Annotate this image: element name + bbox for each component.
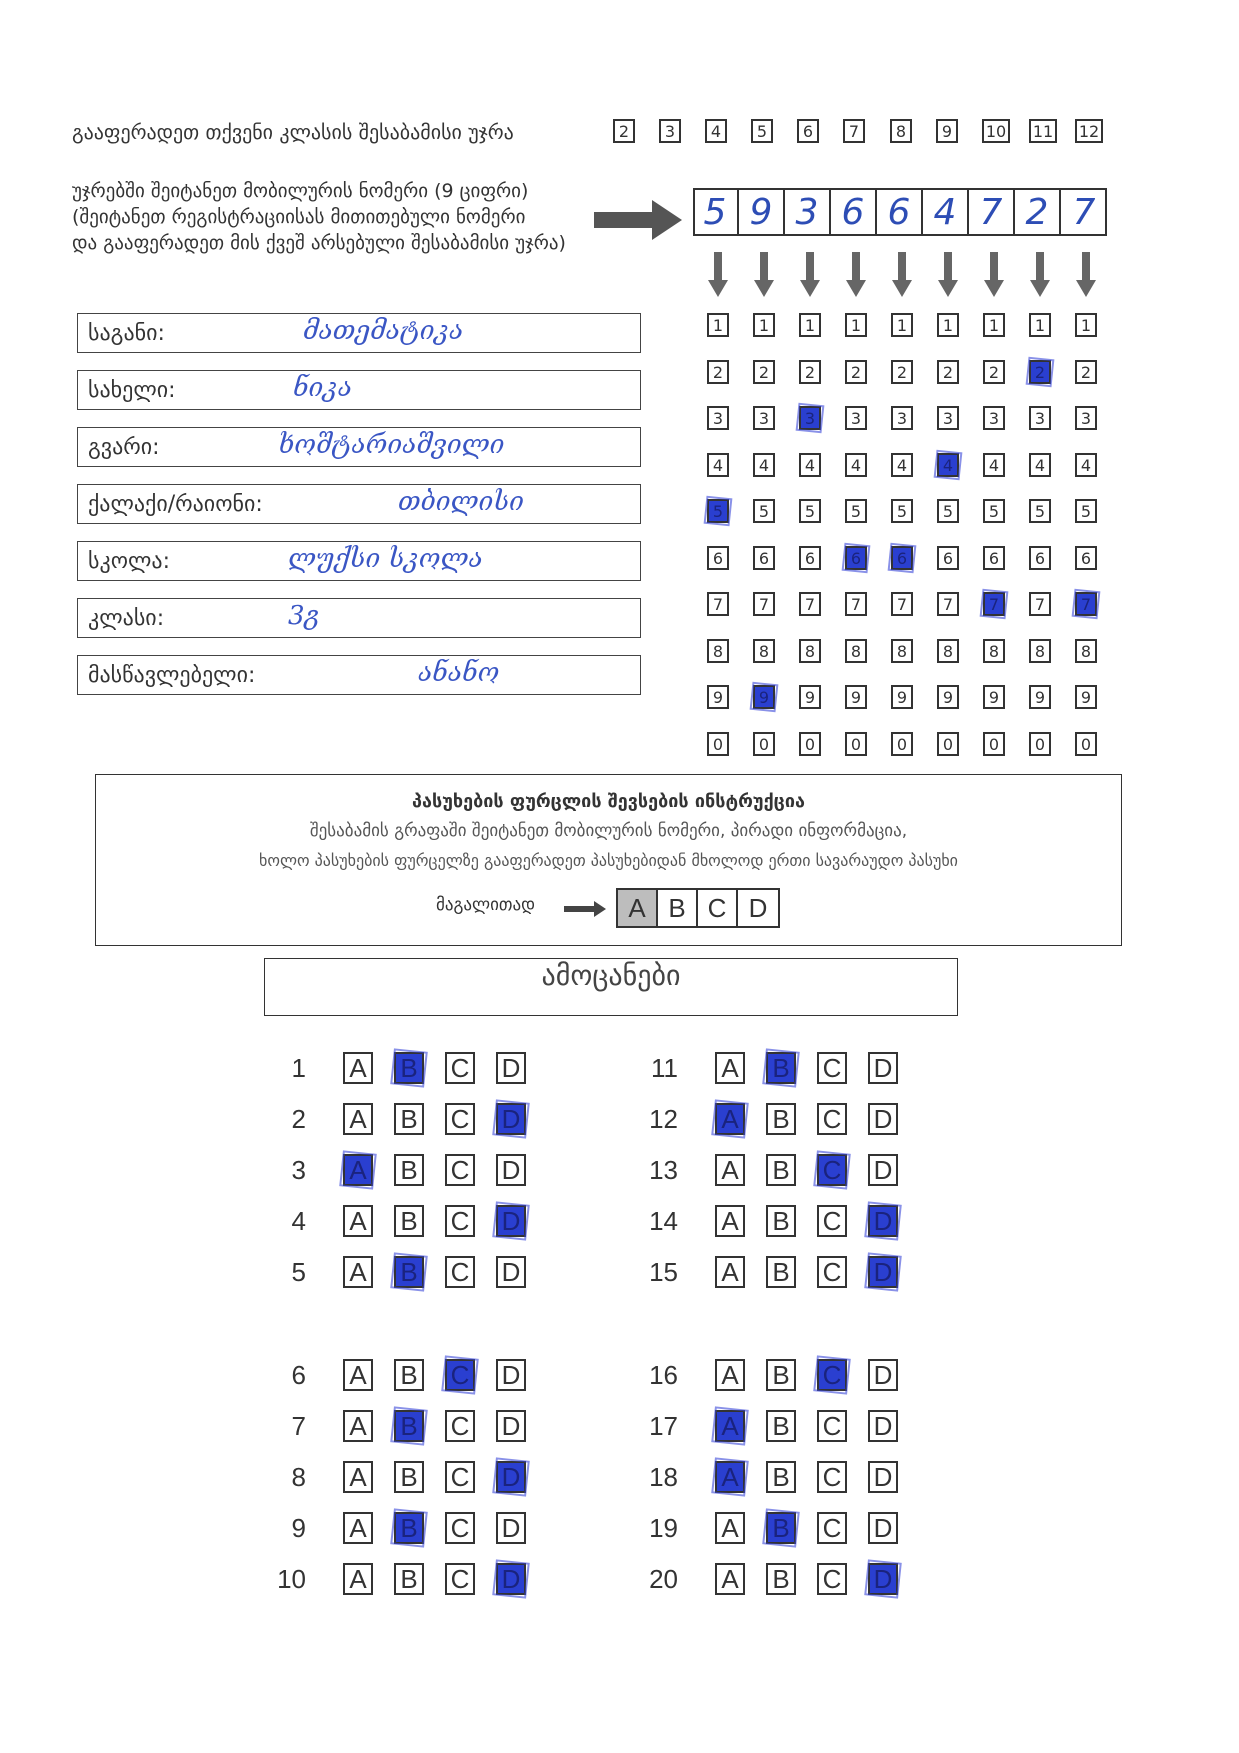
answer-option-D[interactable]: D: [868, 1154, 898, 1186]
info-field-3[interactable]: [77, 484, 641, 524]
question-number: 9: [291, 1513, 306, 1543]
answer-option-A[interactable]: A: [343, 1512, 373, 1544]
digit-bubble[interactable]: 8: [845, 639, 867, 663]
phone-instruction-line-2: (შეიტანეთ რეგისტრაციისას მითითებული ნომერი: [72, 206, 526, 228]
down-arrow-icon: [1030, 252, 1050, 297]
instructions-line-1: შესაბამის გრაფაში შეიტანეთ მობილურის ნომერი, პირადი ინფორმაცია,: [309, 821, 908, 841]
example-option-D: D: [738, 890, 778, 926]
answer-option-D[interactable]: D: [496, 1103, 526, 1135]
digit-bubble[interactable]: 7: [707, 592, 729, 616]
answer-option-B[interactable]: B: [394, 1359, 424, 1391]
digit-bubble[interactable]: 9: [753, 685, 775, 709]
answer-option-A[interactable]: A: [343, 1205, 373, 1237]
digit-bubble[interactable]: 3: [799, 406, 821, 430]
question-number: 5: [291, 1257, 306, 1287]
question-number: 20: [649, 1564, 678, 1594]
question-number: 16: [649, 1360, 678, 1390]
answer-option-B[interactable]: B: [766, 1512, 796, 1544]
question-number: 6: [291, 1360, 306, 1390]
answer-option-B[interactable]: B: [766, 1256, 796, 1288]
phone-instruction-line-1: უჯრებში შეიტანეთ მობილურის ნომერი (9 ციფრი): [72, 180, 529, 202]
example-option-A: A: [618, 890, 658, 926]
answer-option-A[interactable]: A: [715, 1154, 745, 1186]
digit-bubble[interactable]: 8: [799, 639, 821, 663]
instructions-title: პასუხების ფურცლის შევსების ინსტრუქცია: [412, 791, 805, 812]
answer-option-A[interactable]: A: [343, 1052, 373, 1084]
digit-bubble[interactable]: 6: [1029, 546, 1051, 570]
question-number: 14: [649, 1206, 678, 1236]
digit-bubble[interactable]: 3: [707, 406, 729, 430]
digit-bubble[interactable]: 6: [1075, 546, 1097, 570]
answer-option-A[interactable]: A: [715, 1410, 745, 1442]
info-field-label: სკოლა:: [88, 549, 171, 574]
answer-option-C[interactable]: C: [445, 1205, 475, 1237]
answer-option-C[interactable]: C: [445, 1359, 475, 1391]
info-field-label: კლასი:: [88, 606, 165, 631]
answer-option-A[interactable]: A: [715, 1205, 745, 1237]
digit-bubble[interactable]: 2: [707, 360, 729, 384]
grade-option-8[interactable]: 8: [890, 119, 912, 143]
grade-prompt: გააფერადეთ თქვენი კლასის შესაბამისი უჯრა: [72, 120, 514, 144]
digit-bubble[interactable]: 0: [937, 732, 959, 756]
down-arrow-icon: [846, 252, 866, 297]
answer-option-A[interactable]: A: [343, 1410, 373, 1442]
digit-bubble[interactable]: 2: [937, 360, 959, 384]
answer-option-A[interactable]: A: [715, 1256, 745, 1288]
down-arrow-icon: [754, 252, 774, 297]
down-arrow-icon: [938, 252, 958, 297]
answer-option-C[interactable]: C: [817, 1103, 847, 1135]
info-field-6[interactable]: [77, 655, 641, 695]
answer-option-A[interactable]: A: [343, 1563, 373, 1595]
digit-bubble[interactable]: 7: [753, 592, 775, 616]
digit-bubble[interactable]: 2: [845, 360, 867, 384]
digit-bubble[interactable]: 5: [1029, 499, 1051, 523]
answer-option-C[interactable]: C: [445, 1512, 475, 1544]
digit-bubble[interactable]: 0: [1075, 732, 1097, 756]
answer-option-B[interactable]: B: [766, 1563, 796, 1595]
question-number: 4: [291, 1206, 306, 1236]
answer-option-B[interactable]: B: [766, 1410, 796, 1442]
answer-option-A[interactable]: A: [715, 1512, 745, 1544]
digit-bubble[interactable]: 1: [891, 313, 913, 337]
instructions-line-2: ხოლო პასუხების ფურცელზე გააფერადეთ პასუხებიდან მხოლოდ ერთი სავარაუდო პასუხი: [259, 851, 958, 870]
digit-bubble[interactable]: 6: [707, 546, 729, 570]
answer-option-C[interactable]: C: [817, 1563, 847, 1595]
answer-option-B[interactable]: B: [394, 1512, 424, 1544]
digit-bubble[interactable]: 4: [799, 453, 821, 477]
answer-option-A[interactable]: A: [715, 1052, 745, 1084]
digit-bubble[interactable]: 0: [1029, 732, 1051, 756]
digit-bubble[interactable]: 1: [707, 313, 729, 337]
digit-bubble[interactable]: 4: [845, 453, 867, 477]
grade-option-9[interactable]: 9: [936, 119, 958, 143]
answer-option-A[interactable]: A: [715, 1563, 745, 1595]
answer-option-B[interactable]: B: [766, 1052, 796, 1084]
answer-option-D[interactable]: D: [868, 1256, 898, 1288]
right-arrow-icon: [564, 901, 608, 917]
digit-bubble[interactable]: 5: [1075, 499, 1097, 523]
digit-bubble[interactable]: 9: [1075, 685, 1097, 709]
digit-bubble[interactable]: 6: [845, 546, 867, 570]
phone-digit-cell: 5: [693, 189, 739, 235]
phone-instruction-line-3: და გააფერადეთ მის ქვეშ არსებული შესაბამისი უჯრა): [72, 232, 566, 254]
digit-bubble[interactable]: 5: [937, 499, 959, 523]
digit-bubble[interactable]: 1: [1075, 313, 1097, 337]
answer-option-D[interactable]: D: [496, 1512, 526, 1544]
digit-bubble[interactable]: 8: [937, 639, 959, 663]
answer-option-B[interactable]: B: [766, 1359, 796, 1391]
answer-option-B[interactable]: B: [766, 1461, 796, 1493]
answer-option-D[interactable]: D: [496, 1563, 526, 1595]
phone-digit-cell: 2: [1015, 189, 1061, 235]
answer-option-B[interactable]: B: [766, 1154, 796, 1186]
answer-option-C[interactable]: C: [817, 1052, 847, 1084]
answer-option-B[interactable]: B: [394, 1154, 424, 1186]
digit-bubble[interactable]: 6: [799, 546, 821, 570]
info-field-5[interactable]: [77, 598, 641, 638]
answer-option-D[interactable]: D: [496, 1205, 526, 1237]
grade-option-5[interactable]: 5: [751, 119, 773, 143]
answer-option-C[interactable]: C: [445, 1563, 475, 1595]
digit-bubble[interactable]: 6: [983, 546, 1005, 570]
digit-bubble[interactable]: 5: [891, 499, 913, 523]
digit-bubble[interactable]: 1: [983, 313, 1005, 337]
tasks-title-box: [264, 958, 958, 1016]
digit-bubble[interactable]: 1: [799, 313, 821, 337]
info-field-label: მასწავლებელი:: [88, 663, 256, 688]
digit-bubble[interactable]: 8: [1029, 639, 1051, 663]
info-field-value: ნიკა: [293, 373, 353, 403]
info-field-2[interactable]: [77, 427, 641, 467]
digit-bubble[interactable]: 6: [891, 546, 913, 570]
digit-bubble[interactable]: 5: [707, 499, 729, 523]
question-number: 11: [651, 1053, 678, 1083]
digit-bubble[interactable]: 2: [753, 360, 775, 384]
answer-option-B[interactable]: B: [394, 1563, 424, 1595]
digit-bubble[interactable]: 3: [983, 406, 1005, 430]
digit-bubble[interactable]: 4: [937, 453, 959, 477]
answer-option-D[interactable]: D: [868, 1512, 898, 1544]
digit-bubble[interactable]: 9: [707, 685, 729, 709]
question-number: 17: [649, 1411, 678, 1441]
grade-option-2[interactable]: 2: [613, 119, 635, 143]
answer-option-A[interactable]: A: [715, 1103, 745, 1135]
digit-bubble[interactable]: 4: [753, 453, 775, 477]
answer-option-C[interactable]: C: [445, 1461, 475, 1493]
digit-bubble[interactable]: 9: [937, 685, 959, 709]
digit-bubble[interactable]: 8: [707, 639, 729, 663]
digit-bubble[interactable]: 7: [891, 592, 913, 616]
question-number: 7: [291, 1411, 306, 1441]
answer-option-B[interactable]: B: [394, 1103, 424, 1135]
question-number: 13: [649, 1155, 678, 1185]
grade-option-11[interactable]: 11: [1029, 119, 1057, 143]
answer-option-B[interactable]: B: [394, 1052, 424, 1084]
digit-bubble[interactable]: 4: [891, 453, 913, 477]
info-field-label: სახელი:: [88, 378, 176, 403]
digit-bubble[interactable]: 0: [707, 732, 729, 756]
info-field-label: გვარი:: [88, 435, 160, 460]
answer-option-B[interactable]: B: [766, 1103, 796, 1135]
down-arrow-icon: [984, 252, 1004, 297]
answer-option-C[interactable]: C: [817, 1205, 847, 1237]
digit-bubble[interactable]: 1: [845, 313, 867, 337]
digit-bubble[interactable]: 5: [983, 499, 1005, 523]
answer-option-D[interactable]: D: [868, 1205, 898, 1237]
answer-option-A[interactable]: A: [343, 1359, 373, 1391]
answer-option-D[interactable]: D: [496, 1052, 526, 1084]
digit-bubble[interactable]: 7: [1075, 592, 1097, 616]
phone-digit-cell: 4: [923, 189, 969, 235]
digit-bubble[interactable]: 2: [799, 360, 821, 384]
answer-option-B[interactable]: B: [394, 1461, 424, 1493]
answer-option-A[interactable]: A: [343, 1461, 373, 1493]
info-field-value: 3გ: [288, 601, 321, 631]
grade-option-4[interactable]: 4: [705, 119, 727, 143]
phone-digit-cell: 6: [877, 189, 923, 235]
digit-bubble[interactable]: 3: [1029, 406, 1051, 430]
digit-bubble[interactable]: 1: [1029, 313, 1051, 337]
answer-option-C[interactable]: C: [445, 1154, 475, 1186]
question-number: 2: [291, 1104, 306, 1134]
answer-option-C[interactable]: C: [445, 1103, 475, 1135]
question-number: 15: [649, 1257, 678, 1287]
right-arrow-icon: [594, 200, 684, 240]
digit-bubble[interactable]: 8: [1075, 639, 1097, 663]
answer-option-A[interactable]: A: [715, 1461, 745, 1493]
digit-bubble[interactable]: 1: [937, 313, 959, 337]
digit-bubble[interactable]: 7: [983, 592, 1005, 616]
answer-option-D[interactable]: D: [868, 1103, 898, 1135]
answer-option-C[interactable]: C: [445, 1256, 475, 1288]
digit-bubble[interactable]: 9: [845, 685, 867, 709]
digit-bubble[interactable]: 6: [937, 546, 959, 570]
info-field-4[interactable]: [77, 541, 641, 581]
answer-option-D[interactable]: D: [496, 1154, 526, 1186]
question-number: 3: [291, 1155, 306, 1185]
info-field-value: ლუქსი სკოლა: [288, 544, 483, 574]
answer-option-A[interactable]: A: [715, 1359, 745, 1391]
instructions-box: [95, 774, 1122, 946]
info-field-value: მათემატიკა: [303, 316, 464, 346]
digit-bubble[interactable]: 8: [753, 639, 775, 663]
answer-option-A[interactable]: A: [343, 1256, 373, 1288]
digit-bubble[interactable]: 7: [1029, 592, 1051, 616]
digit-bubble[interactable]: 9: [891, 685, 913, 709]
phone-digit-cell: 7: [969, 189, 1015, 235]
digit-bubble[interactable]: 2: [1075, 360, 1097, 384]
answer-option-C[interactable]: C: [817, 1154, 847, 1186]
digit-bubble[interactable]: 9: [799, 685, 821, 709]
digit-bubble[interactable]: 4: [707, 453, 729, 477]
question-number: 10: [277, 1564, 306, 1594]
digit-bubble[interactable]: 2: [891, 360, 913, 384]
digit-bubble[interactable]: 4: [983, 453, 1005, 477]
answer-option-C[interactable]: C: [817, 1256, 847, 1288]
question-number: 18: [649, 1462, 678, 1492]
question-number: 12: [649, 1104, 678, 1134]
example-options: [616, 888, 780, 928]
answer-option-C[interactable]: C: [817, 1410, 847, 1442]
phone-digit-cell: 7: [1072, 191, 1096, 233]
grade-option-12[interactable]: 12: [1075, 119, 1103, 143]
example-label: მაგალითად: [436, 895, 536, 915]
example-option-C: C: [698, 890, 738, 926]
answer-option-C[interactable]: C: [445, 1410, 475, 1442]
answer-option-D[interactable]: D: [868, 1461, 898, 1493]
question-number: 19: [649, 1513, 678, 1543]
info-field-label: საგანი:: [88, 321, 165, 346]
info-field-value: ხოშტარიაშვილი: [278, 430, 505, 460]
answer-option-D[interactable]: D: [868, 1052, 898, 1084]
down-arrow-icon: [892, 252, 912, 297]
info-field-value: ანანო: [418, 658, 500, 688]
digit-bubble[interactable]: 6: [753, 546, 775, 570]
grade-option-7[interactable]: 7: [843, 119, 865, 143]
answer-option-D[interactable]: D: [868, 1563, 898, 1595]
answer-option-B[interactable]: B: [394, 1256, 424, 1288]
answer-option-C[interactable]: C: [445, 1052, 475, 1084]
digit-bubble[interactable]: 3: [845, 406, 867, 430]
digit-bubble[interactable]: 3: [753, 406, 775, 430]
answer-option-B[interactable]: B: [394, 1205, 424, 1237]
tasks-title: ამოცანები: [541, 959, 681, 992]
digit-bubble[interactable]: 7: [937, 592, 959, 616]
digit-bubble[interactable]: 0: [983, 732, 1005, 756]
digit-bubble[interactable]: 0: [891, 732, 913, 756]
grade-option-6[interactable]: 6: [797, 119, 819, 143]
digit-bubble[interactable]: 0: [799, 732, 821, 756]
info-field-1[interactable]: [77, 370, 641, 410]
answer-option-C[interactable]: C: [817, 1512, 847, 1544]
digit-bubble[interactable]: 3: [891, 406, 913, 430]
answer-option-D[interactable]: D: [496, 1256, 526, 1288]
down-arrow-icon: [708, 252, 728, 297]
answer-option-D[interactable]: D: [496, 1410, 526, 1442]
digit-bubble[interactable]: 9: [1029, 685, 1051, 709]
phone-digit-cell: 3: [785, 189, 831, 235]
info-field-0[interactable]: [77, 313, 641, 353]
question-number: 8: [291, 1462, 306, 1492]
answer-option-D[interactable]: D: [496, 1461, 526, 1493]
digit-bubble[interactable]: 2: [983, 360, 1005, 384]
digit-bubble[interactable]: 9: [983, 685, 1005, 709]
digit-bubble[interactable]: 0: [753, 732, 775, 756]
grade-option-3[interactable]: 3: [659, 119, 681, 143]
digit-bubble[interactable]: 2: [1029, 360, 1051, 384]
grade-option-10[interactable]: 10: [982, 119, 1010, 143]
down-arrow-icon: [800, 252, 820, 297]
digit-bubble[interactable]: 5: [845, 499, 867, 523]
answer-option-D[interactable]: D: [868, 1410, 898, 1442]
digit-bubble[interactable]: 7: [799, 592, 821, 616]
answer-option-A[interactable]: A: [343, 1103, 373, 1135]
digit-bubble[interactable]: 8: [891, 639, 913, 663]
digit-bubble[interactable]: 4: [1075, 453, 1097, 477]
info-field-label: ქალაქი/რაიონი:: [88, 492, 263, 517]
digit-bubble[interactable]: 4: [1029, 453, 1051, 477]
down-arrow-icon: [1076, 252, 1096, 297]
answer-option-B[interactable]: B: [766, 1205, 796, 1237]
question-number: 1: [291, 1053, 306, 1083]
digit-bubble[interactable]: 7: [845, 592, 867, 616]
answer-option-D[interactable]: D: [868, 1359, 898, 1391]
phone-digit-cell: 9: [739, 189, 785, 235]
digit-bubble[interactable]: 3: [937, 406, 959, 430]
digit-bubble[interactable]: 8: [983, 639, 1005, 663]
digit-bubble[interactable]: 5: [799, 499, 821, 523]
answer-option-B[interactable]: B: [394, 1410, 424, 1442]
phone-digit-cell: 6: [831, 189, 877, 235]
digit-bubble[interactable]: 1: [753, 313, 775, 337]
answer-option-C[interactable]: C: [817, 1461, 847, 1493]
info-field-value: თბილისი: [398, 487, 524, 517]
answer-option-D[interactable]: D: [496, 1359, 526, 1391]
answer-option-C[interactable]: C: [817, 1359, 847, 1391]
phone-instructions: [72, 178, 566, 256]
example-option-B: B: [658, 890, 698, 926]
digit-bubble[interactable]: 0: [845, 732, 867, 756]
digit-bubble[interactable]: 3: [1075, 406, 1097, 430]
answer-option-A[interactable]: A: [343, 1154, 373, 1186]
digit-bubble[interactable]: 5: [753, 499, 775, 523]
